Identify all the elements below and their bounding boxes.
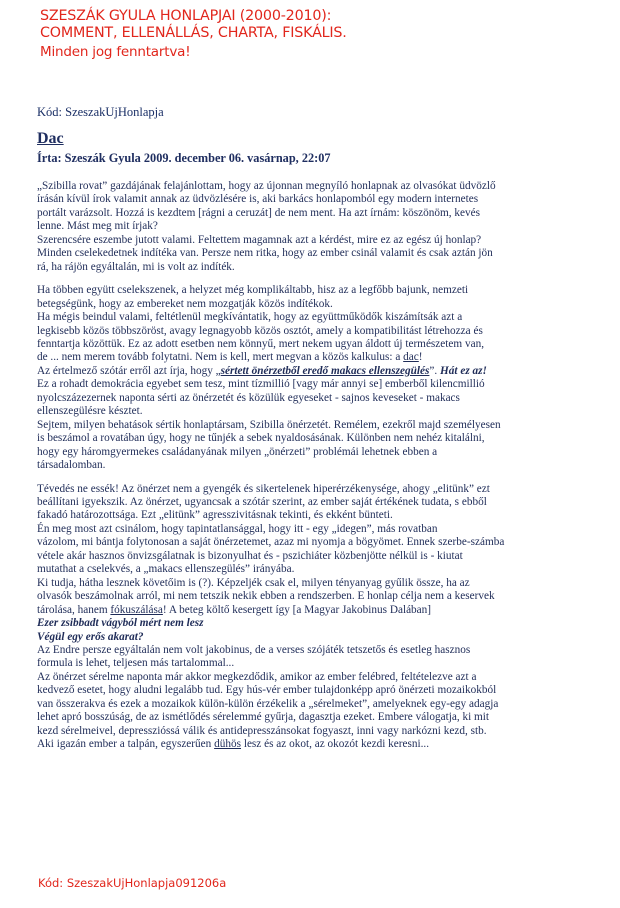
paragraph: Én meg most azt csinálom, hogy tapintatlansággal, hogy itt - egy „idegen”, más rovatban vázolom, mi bántja folytonosan a saját önérzetemet, azaz mi nyomja a bögyömet. Ennek szerbe-számba vétele akár hasznos önvizsgálatnak is bizonyulhat és - pszichiáter közbenjötte nélkül is - kiutat mutathat a cselekvés, a „makacs ellenszegülés” irányába. (37, 522, 505, 576)
paragraph: Sejtem, milyen behatások sértik honlaptársam, Szibilla önérzetét. Remélem, ezekről majd személyesen is beszámol a rovatában úgy, hogy ne tűnjék a sebek nyaldosásának. Különben nem nehéz kitalálni, hogy egy háromgyermekes családanyának milyen „önérzeti” problémái lehetnek ebben a társadalomban. (37, 418, 501, 472)
paragraph: Tévedés ne essék! Az önérzet nem a gyengék és sikertelenek hiperérzékenysége, ahogy „elitünk” ezt beállítani igyekszik. Az önérzet, ugyancsak a szótár szerint, az ember saját értékének tudata, s ebből fakadó határozottsága. Ezt „elitünk” agresszivitásnak tekinti, és ekként bünteti. (37, 482, 490, 522)
site-header-line2: COMMENT, ELLENÁLLÁS, CHARTA, FISKÁLIS. (40, 25, 347, 41)
dac-link[interactable]: dac (403, 351, 419, 364)
anger-link[interactable]: dühös (214, 738, 241, 751)
paragraph: Az értelmező szótár erről azt írja, hogy „sértett önérzetből eredő makacs ellenszegülés”. Hát ez az! (37, 364, 487, 377)
definition-link[interactable]: sértett önérzetből eredő makacs ellenszegülés (220, 364, 430, 377)
article-title[interactable]: Dac (37, 130, 64, 147)
verse-line: Ezer zsibbadt vágyból mért nem lesz (37, 617, 204, 630)
paragraph: Szerencsére eszembe jutott valami. Feltettem magamnak azt a kérdést, mire ez az egész új honlap? Minden cselekedetnek indítéka van. Persze nem ritka, hogy az ember csinál valamit és csak aztán jön rá, ha rájön egyáltalán, mi is volt az indíték. (37, 233, 493, 273)
paragraph: Az önérzet sérelme naponta már akkor megkezdődik, amikor az ember felébred, feltételezve azt a kedvező esetet, hogy aludni legalább tud. Egy hús-vér ember tulajdonképp apró önérzeti mozaikokból van összerakva és ezek a mozaikok külön-külön érzékelik a „sérelmeket”, amelyeknek egy-egy adagja lehet apró bosszúság, de az ismétlődés sérelemmé gyűrja, dagasztja ezeket. Embere válogatja, ki mit kezd sérelmeivel, depresszióssá válik és antidepresszánsokat fogyaszt, inni vagy narkózni kezd, stb. Aki igazán ember a talpán, egyszerűen dühös lesz és az okot, az okozót kezdi keresni... (37, 670, 499, 751)
focus-link[interactable]: fókuszálása (110, 603, 163, 616)
document-code: Kód: SzeszakUjHonlapja (37, 105, 164, 119)
article-byline: Írta: Szeszák Gyula 2009. december 06. vasárnap, 22:07 (37, 151, 331, 165)
paragraph: Az Endre persze egyáltalán nem volt jakobinus, de a verses szójáték tetszetős és esetleg hasznos formula is lehet, teljesen más tartalommal... (37, 643, 471, 670)
copyright-notice: Minden jog fenntartva! (40, 44, 191, 60)
paragraph: „Szibilla rovat” gazdájának felajánlottam, hogy az újonnan megnyíló honlapnak az olvasókat üdvözlő írásán kívül írok valamit annak az üdvözlésére is, aki barkács honlapomból egy modern internetes portált varázsolt. Hozzá is kezdtem [rágni a ceruzát] de nem ment. Ha azt írnám: köszönöm, kevés lenne. Mást meg mit írjak? (37, 180, 496, 233)
paragraph: Ha többen együtt cselekszenek, a helyzet még komplikáltabb, hisz az a legfőbb bajunk, nemzeti betegségünk, hogy az embereket nem mozgatják közös indítékok. (37, 284, 469, 310)
paragraph: Ki tudja, hátha lesznek követőim is (?). Képzeljék csak el, milyen tényanyag gyűlik össze, ha az olvasók beszámolnak arról, mi nem tetszik nekik ebben a rendszerben. E honlap célja nem a keservek tárolása, hanem fókuszálása! A beteg költő kesergett így [a Magyar Jakobinus Dalában] (37, 576, 495, 616)
paragraph: Ha mégis beindul valami, feltétlenül megkívántatik, hogy az együttműködők kiszámítsák azt a legkisebb közös többszöröst, avagy legnagyobb közös osztót, amely a kompatibilitást létrehozza és fenntartja közöttük. Ez az adott esetben nem könnyű, mert nekem ugyan áldott új természetem van, de ... nem merem tovább folytatni. Nem is kell, mert megvan a közös kalkulus: a dac! (37, 311, 485, 364)
site-header-line1: SZESZÁK GYULA HONLAPJAI (2000-2010): (40, 8, 332, 24)
footer-code: Kód: SzeszakUjHonlapja091206a (38, 876, 227, 890)
article-body (37, 180, 595, 752)
paragraph: Ez a rohadt demokrácia egyebet sem tesz, mint tízmillió [vagy már annyi se] emberből kilencmillió nyolcszázezernek naponta sérti az önérzetét és közülük egyeseket - sajnos keveseket - makacs ellenszegülésre késztet. (37, 378, 485, 418)
verse-line: Végül egy erős akarat? (37, 630, 144, 643)
